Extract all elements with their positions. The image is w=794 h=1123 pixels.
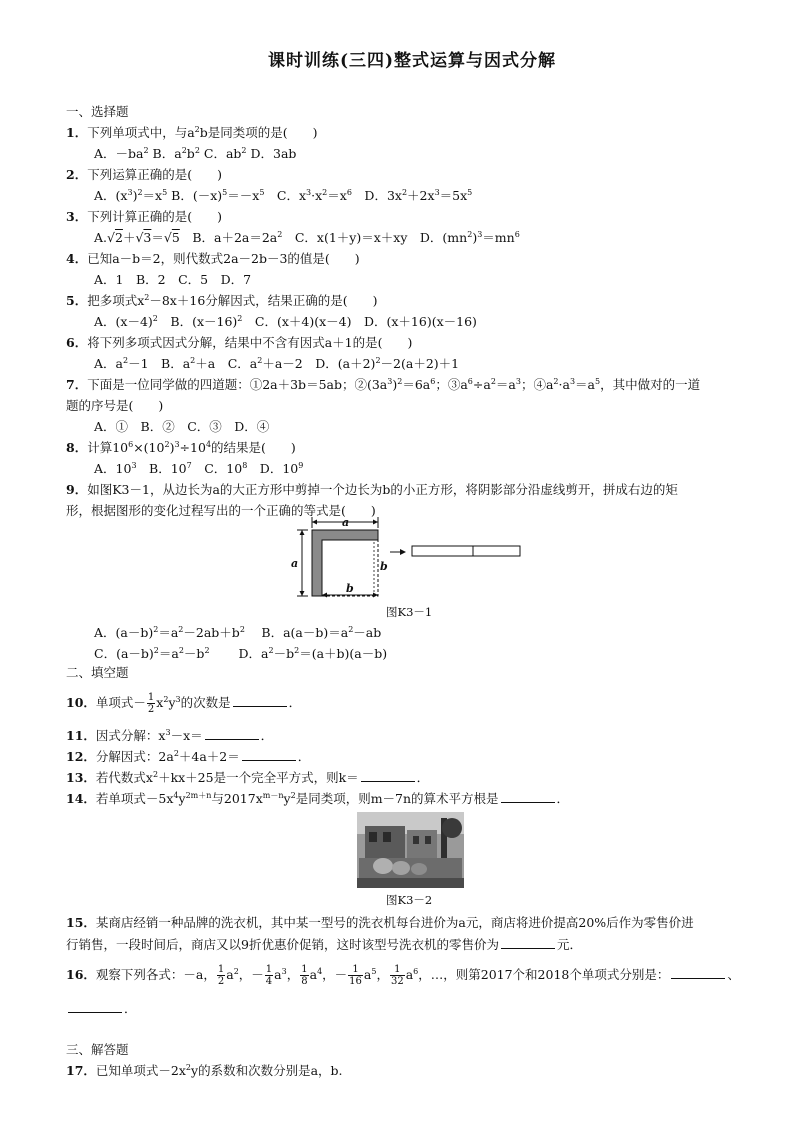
answer-blank-12[interactable] bbox=[242, 748, 296, 761]
question-2: 2．下列运算正确的是( ) bbox=[66, 167, 222, 182]
fig1-label-b-bottom: b bbox=[346, 582, 354, 595]
question-15-continued: 行销售，一段时间后，商店又以9折优惠价促销，这时该型号洗衣机的零售价为 元． bbox=[66, 937, 582, 952]
question-1: 1．下列单项式中，与$a^2b$是同类项的是( ) bbox=[66, 124, 318, 140]
question-9-options-cd: C．$(a-b)^2=a^2-b^2$ D．$a^2-b^2=(a+b)(a-b)$ bbox=[94, 645, 388, 661]
fig1-label-b-right: b bbox=[380, 560, 388, 573]
question-8: 8．计算$10^6\times(10^2)^3\div 10^4$的结果是( ) bbox=[66, 439, 296, 455]
question-11: 11．因式分解：$x^3-x=$ ． bbox=[66, 727, 274, 743]
question-7-options: A．① B．② C．③ D．④ bbox=[94, 419, 270, 434]
question-9-continued: 形，根据图形的变化过程写出的一个正确的等式是( ) bbox=[66, 503, 376, 518]
question-4-options: A．1 B．2 C．5 D．7 bbox=[94, 272, 252, 287]
page-title: 课时训练(三四)整式运算与因式分解 bbox=[267, 51, 557, 71]
question-7: 7．下面是一位同学做的四道题：①2a＋3b＝5ab；$②(3a^3)^2=6a^6$；$③a^6\div a^2=a^3$；$④a^2\cdot a^3=a^5$，其中做对的一道 bbox=[66, 376, 701, 392]
answer-blank-16b[interactable] bbox=[68, 1000, 122, 1013]
question-8-options: A．$10^3$ B．$10^7$ C．$10^8$ D．$10^9$ bbox=[94, 460, 304, 476]
section-choice-heading: 一、选择题 bbox=[66, 104, 129, 119]
question-16-continued: ． bbox=[66, 1000, 137, 1017]
question-12: 12．分解因式：$2a^2+4a+2=$ ． bbox=[66, 748, 311, 764]
question-16: 16．观察下列各式：－a， $\frac{1}{2}$ $a^2$，－ $\frac{1}{4}$ $a^3$， $\frac{1}{8}$ $a^4$，－ $\frac{1}{16}$ $a^5$， $\frac{1}{32}$ $a^6$，…，则第2017个和2018个单项式分别是： 、 bbox=[66, 964, 740, 987]
question-13: 13．若代数式$x^2+kx+25$是一个完全平方式，则k＝ ． bbox=[66, 769, 430, 785]
section-answer-heading: 三、解答题 bbox=[66, 1042, 129, 1057]
answer-blank-14[interactable] bbox=[501, 790, 555, 803]
question-1-options: A．$-ba^2$ B．$a^2b^2$ C．$ab^2$ D．3ab bbox=[94, 145, 297, 161]
answer-blank-11[interactable] bbox=[205, 727, 259, 740]
question-3-options: A.√2＋√3＝√5 B．$a+2a=2a^2$ C．x(1＋y)＝x＋xy D．$(mn^2)^3=mn^6$ bbox=[94, 229, 520, 245]
fig1-label-a-top: a bbox=[342, 516, 350, 529]
question-14: 14．若单项式$-5x^4y^{2m+n}$与$2017x^{m-n}y^2$是同类项，则m－7n的算术平方根是 ． bbox=[66, 790, 570, 806]
figure-k3-1 bbox=[290, 512, 540, 604]
figure-k3-2-photo bbox=[357, 812, 464, 888]
question-4: 4．已知a－b＝2，则代数式2a－2b－3的值是( ) bbox=[66, 251, 360, 266]
question-15: 15．某商店经销一种品牌的洗衣机，其中某一型号的洗衣机每台进价为a元，商店将进价提高20%后作为零售价进 bbox=[66, 915, 694, 930]
question-7-continued: 题的序号是( ) bbox=[66, 398, 164, 413]
question-9: 9．如图K3－1，从边长为a的大正方形中剪掉一个边长为b的小正方形，将阴影部分沿虚线剪开，拼成右边的矩 bbox=[66, 482, 678, 497]
question-2-options: A．$(x^3)^2=x^5$ B．$(-x)^5=-x^5$ C．$x^3\cdot x^2=x^6$ D．$3x^2+2x^3=5x^5$ bbox=[94, 187, 473, 203]
section-fill-heading: 二、填空题 bbox=[66, 665, 129, 680]
question-5-options: A．$(x-4)^2$ B．$(x-16)^2$ C．(x＋4)(x－4) D．(x＋16)(x－16) bbox=[94, 313, 477, 329]
question-6: 6．将下列多项式因式分解，结果中不含有因式a＋1的是( ) bbox=[66, 335, 413, 350]
figure-k3-1-caption: 图K3－1 bbox=[386, 605, 433, 619]
fig1-label-a-left: a bbox=[291, 557, 299, 570]
question-3: 3．下列计算正确的是( ) bbox=[66, 209, 222, 224]
answer-blank-16a[interactable] bbox=[671, 966, 725, 979]
figure-k3-2-caption: 图K3－2 bbox=[386, 893, 433, 907]
question-17: 17．已知单项式$-2x^2y$的系数和次数分别是a，b. bbox=[66, 1062, 343, 1078]
answer-blank-15[interactable] bbox=[501, 936, 555, 949]
question-10: 10．单项式－ $\frac{1}{2}$ $x^2y^3$的次数是 ． bbox=[66, 692, 302, 715]
answer-blank-13[interactable] bbox=[361, 769, 415, 782]
question-6-options: A．$a^2-1$ B．$a^2+a$ C．$a^2+a-2$ D．$(a+2)^2-2(a+2)+1$ bbox=[94, 355, 460, 371]
question-9-options-ab: A．$(a-b)^2=a^2-2ab+b^2$ B．$a(a-b)=a^2-ab$ bbox=[94, 624, 382, 640]
answer-blank-10[interactable] bbox=[233, 694, 287, 707]
question-5: 5．把多项式$x^2-8x+16$分解因式，结果正确的是( ) bbox=[66, 292, 378, 308]
